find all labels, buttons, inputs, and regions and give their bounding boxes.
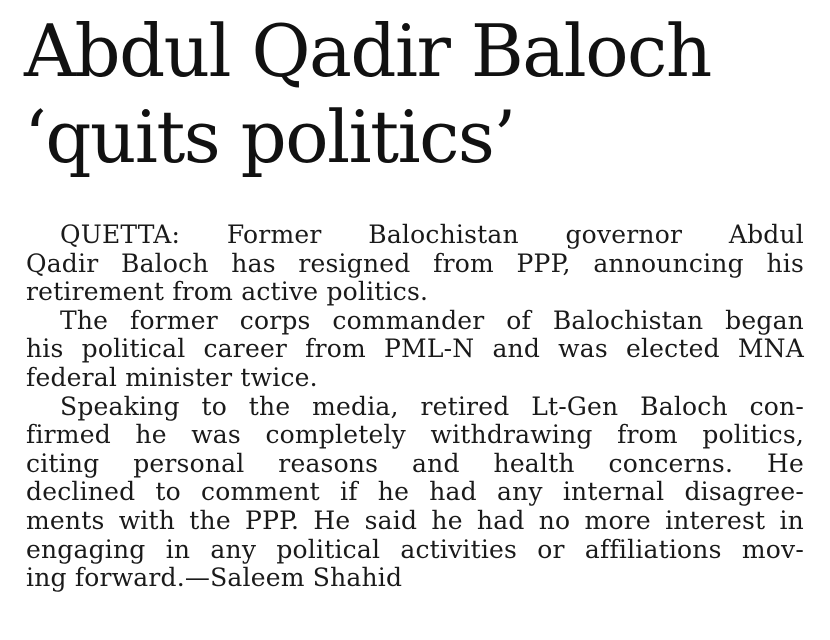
text-line: Speaking to the media, retired Lt-Gen Baloch con- (60, 391, 804, 421)
byline-line: ing forward.—Saleem Shahid (26, 563, 403, 593)
text-line: his political career from PML-N and was elected MNA (26, 334, 805, 364)
headline-line-2: ‘quits politics’ (24, 95, 515, 179)
headline (24, 8, 824, 180)
text-line: declined to comment if he had any internal disagree- (26, 477, 804, 507)
text-line: Qadir Baloch has resigned from PPP, announcing his (26, 248, 804, 278)
text-line: citing personal reasons and health concerns. He (26, 448, 804, 478)
text-line: engaging in any political activities or affiliations mov- (26, 534, 804, 564)
text-line: firmed he was completely withdrawing from politics, (26, 420, 805, 450)
article-body (26, 221, 804, 593)
paragraph-3 (26, 393, 804, 593)
paragraph-2 (26, 307, 804, 393)
headline-line-1: Abdul Qadir Baloch (24, 9, 711, 93)
text-line: QUETTA: Former Balochistan governor Abdul (60, 220, 805, 249)
text-line: federal minister twice. (26, 362, 318, 392)
text-line: The former corps commander of Balochistan began (60, 305, 804, 335)
text-line: retirement from active politics. (26, 277, 429, 307)
paragraph-1 (26, 221, 804, 307)
text-line: ments with the PPP. He said he had no more interest in (26, 505, 804, 535)
